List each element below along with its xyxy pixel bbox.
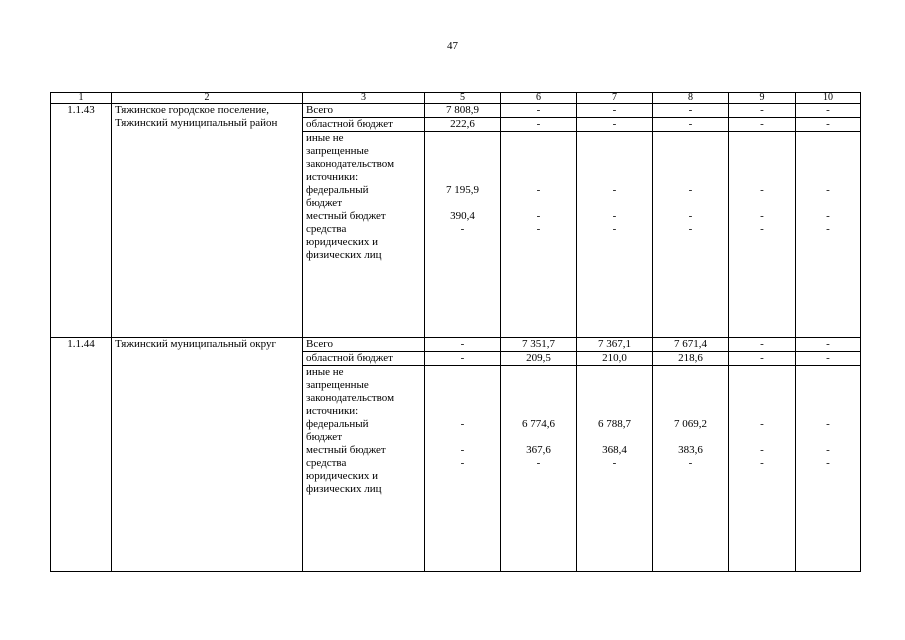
- regional-value: -: [425, 352, 501, 366]
- spacer: [732, 431, 792, 444]
- total-value: 7 671,4: [653, 338, 729, 352]
- private-value: -: [826, 223, 830, 235]
- spacer: [732, 197, 792, 210]
- spacer: [732, 366, 792, 418]
- funding-table: [50, 92, 861, 572]
- source-values-cell: [577, 366, 653, 572]
- federal-label-line: федеральный: [306, 418, 369, 430]
- header-cell: 7: [577, 93, 653, 104]
- private-label-line: средства: [306, 223, 347, 235]
- spacer: [656, 197, 725, 210]
- total-value: 7 367,1: [577, 338, 653, 352]
- other-sources-line: источники:: [306, 171, 359, 183]
- source-values-cell: [425, 366, 501, 572]
- municipality-name: Тяжинский муниципальный округ: [112, 338, 303, 572]
- private-value: -: [688, 457, 693, 469]
- spacer: [656, 366, 725, 418]
- total-value: -: [653, 104, 729, 118]
- regional-value: 218,6: [653, 352, 729, 366]
- source-values-cell: [796, 132, 861, 338]
- spacer: [656, 431, 725, 444]
- spacer: [428, 431, 497, 444]
- other-sources-line: иные не: [306, 366, 344, 378]
- private-label-line: юридических и: [306, 470, 379, 482]
- private-value: -: [536, 223, 541, 235]
- regional-value: -: [796, 352, 861, 366]
- spacer: [799, 197, 857, 210]
- source-values-cell: [501, 366, 577, 572]
- page-number: 47: [447, 40, 458, 52]
- source-values-cell: [729, 366, 796, 572]
- header-cell: 2: [112, 93, 303, 104]
- local-value: 368,4: [602, 444, 627, 456]
- private-value: -: [460, 457, 465, 469]
- other-sources-line: запрещенные: [306, 145, 369, 157]
- row-code: 1.1.44: [51, 338, 112, 572]
- federal-value: 7 069,2: [674, 418, 707, 430]
- local-value: -: [536, 210, 541, 222]
- spacer: [799, 132, 857, 184]
- regional-value: -: [577, 118, 653, 132]
- federal-value: -: [688, 184, 693, 196]
- federal-label-line: федеральный: [306, 184, 369, 196]
- source-values-cell: [653, 366, 729, 572]
- source-values-cell: [653, 132, 729, 338]
- header-cell: 9: [729, 93, 796, 104]
- local-value: 367,6: [526, 444, 551, 456]
- header-cell: 5: [425, 93, 501, 104]
- spacer: [504, 366, 573, 418]
- federal-value: -: [760, 184, 764, 196]
- total-label: Всего: [303, 338, 425, 352]
- spacer: [428, 132, 497, 184]
- other-sources-line: законодательством: [306, 158, 395, 170]
- spacer: [799, 431, 857, 444]
- local-value: -: [460, 444, 465, 456]
- spacer: [656, 132, 725, 184]
- spacer: [504, 132, 573, 184]
- spacer: [732, 132, 792, 184]
- federal-value: 6 774,6: [522, 418, 555, 430]
- spacer: [580, 197, 649, 210]
- source-values-cell: [729, 132, 796, 338]
- source-values-cell: [577, 132, 653, 338]
- other-sources-line: запрещенные: [306, 379, 369, 391]
- local-value: 390,4: [450, 210, 475, 222]
- private-label-line: средства: [306, 457, 347, 469]
- header-cell: 1: [51, 93, 112, 104]
- table-row: [51, 104, 861, 118]
- private-label-line: физических лиц: [306, 249, 382, 261]
- total-value: -: [577, 104, 653, 118]
- row-code: 1.1.43: [51, 104, 112, 338]
- local-value: 383,6: [678, 444, 703, 456]
- regional-value: -: [796, 118, 861, 132]
- regional-value: -: [653, 118, 729, 132]
- regional-value: -: [729, 352, 796, 366]
- total-label: Всего: [303, 104, 425, 118]
- other-sources-label: [303, 132, 425, 338]
- federal-value: 6 788,7: [598, 418, 631, 430]
- total-value: 7 808,9: [425, 104, 501, 118]
- other-sources-label: [303, 366, 425, 572]
- private-value: -: [612, 223, 617, 235]
- total-value: 7 351,7: [501, 338, 577, 352]
- local-value: -: [688, 210, 693, 222]
- federal-value: -: [826, 418, 830, 430]
- header-cell: 10: [796, 93, 861, 104]
- private-value: -: [688, 223, 693, 235]
- total-value: -: [796, 104, 861, 118]
- private-value: -: [612, 457, 617, 469]
- total-value: -: [425, 338, 501, 352]
- private-value: -: [826, 457, 830, 469]
- municipality-name: Тяжинское городское поселение, Тяжинский муниципальный район: [112, 104, 303, 338]
- private-label-line: физических лиц: [306, 483, 382, 495]
- federal-label-line: бюджет: [306, 197, 342, 209]
- local-value: -: [760, 210, 764, 222]
- federal-value: -: [460, 418, 465, 430]
- total-value: -: [729, 104, 796, 118]
- regional-value: 222,6: [425, 118, 501, 132]
- source-values-cell: [501, 132, 577, 338]
- private-value: -: [460, 223, 465, 235]
- spacer: [504, 431, 573, 444]
- federal-label-line: бюджет: [306, 431, 342, 443]
- private-value: -: [760, 457, 764, 469]
- total-value: -: [796, 338, 861, 352]
- local-label: местный бюджет: [306, 210, 386, 222]
- other-sources-line: законодательством: [306, 392, 395, 404]
- spacer: [580, 132, 649, 184]
- header-cell: 3: [303, 93, 425, 104]
- federal-value: 7 195,9: [446, 184, 479, 196]
- regional-value: 210,0: [577, 352, 653, 366]
- private-value: -: [760, 223, 764, 235]
- federal-value: -: [826, 184, 830, 196]
- header-cell: 6: [501, 93, 577, 104]
- table-row: [51, 338, 861, 352]
- regional-value: -: [729, 118, 796, 132]
- other-sources-line: источники:: [306, 405, 359, 417]
- federal-value: -: [612, 184, 617, 196]
- local-value: -: [612, 210, 617, 222]
- source-values-cell: [796, 366, 861, 572]
- spacer: [428, 366, 497, 418]
- local-value: -: [826, 444, 830, 456]
- regional-label: областной бюджет: [303, 118, 425, 132]
- local-label: местный бюджет: [306, 444, 386, 456]
- federal-value: -: [760, 418, 764, 430]
- header-cell: 8: [653, 93, 729, 104]
- spacer: [580, 366, 649, 418]
- spacer: [504, 197, 573, 210]
- private-label-line: юридических и: [306, 236, 379, 248]
- regional-label: областной бюджет: [303, 352, 425, 366]
- spacer: [580, 431, 649, 444]
- header-row: [51, 93, 861, 104]
- local-value: -: [826, 210, 830, 222]
- total-value: -: [729, 338, 796, 352]
- local-value: -: [760, 444, 764, 456]
- source-values-cell: [425, 132, 501, 338]
- other-sources-line: иные не: [306, 132, 344, 144]
- regional-value: 209,5: [501, 352, 577, 366]
- regional-value: -: [501, 118, 577, 132]
- total-value: -: [501, 104, 577, 118]
- private-value: -: [536, 457, 541, 469]
- spacer: [799, 366, 857, 418]
- spacer: [428, 197, 497, 210]
- federal-value: -: [536, 184, 541, 196]
